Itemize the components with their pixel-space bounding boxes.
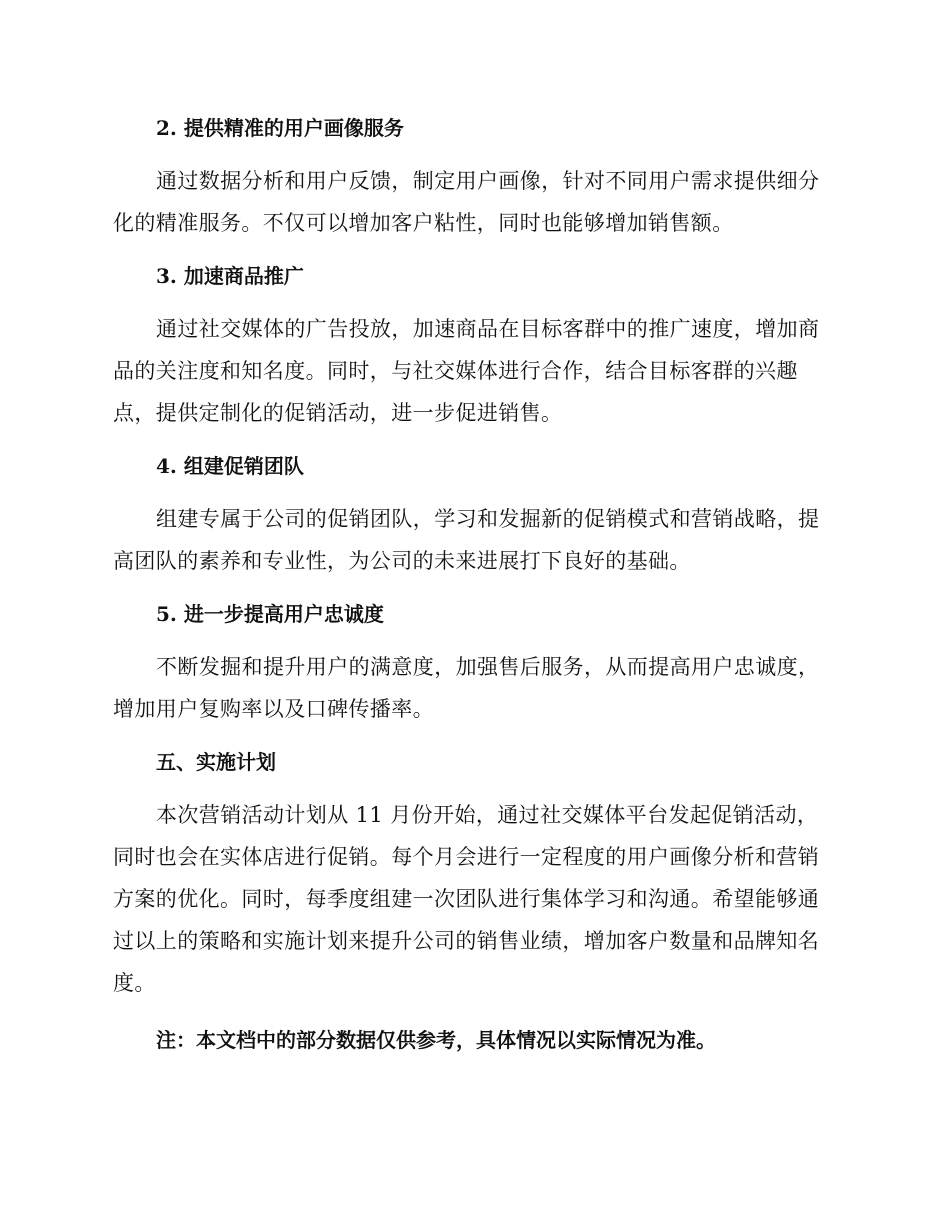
section-heading: 4. 组建促销团队 <box>156 454 304 478</box>
disclaimer-note: 注：本文档中的部分数据仅供参考，具体情况以实际情况为准。 <box>156 1028 716 1052</box>
section-paragraph: 本次营销活动计划从 11 月份开始，通过社交媒体平台发起促销活动，同时也会在实体店进行促销。每个月会进行一定程度的用户画像分析和营销方案的优化。同时，每季度组建一次团队进行集体学习和沟通。希望能够通过以上的策略和实施计划来提升公司的销售业绩，增加客户数量和品牌知名度。 <box>113 803 820 995</box>
section-user-loyalty <box>113 594 836 730</box>
section-implementation-plan <box>113 742 836 1004</box>
section-paragraph: 通过数据分析和用户反馈，制定用户画像，针对不同用户需求提供细分化的精准服务。不仅可以增加客户粘性，同时也能够增加销售额。 <box>113 169 820 235</box>
section-heading: 2. 提供精准的用户画像服务 <box>156 116 404 140</box>
section-promotion-team <box>113 446 836 582</box>
section-heading: 3. 加速商品推广 <box>156 264 304 288</box>
section-paragraph: 通过社交媒体的广告投放，加速商品在目标客群中的推广速度，增加商品的关注度和知名度。同时，与社交媒体进行合作，结合目标客群的兴趣点，提供定制化的促销活动，进一步促进销售。 <box>113 317 820 425</box>
section-user-profile <box>113 108 836 244</box>
section-paragraph: 不断发掘和提升用户的满意度，加强售后服务，从而提高用户忠诚度，增加用户复购率以及口碑传播率。 <box>113 655 820 721</box>
section-heading: 五、实施计划 <box>156 750 276 774</box>
section-product-promotion <box>113 256 836 434</box>
section-heading: 5. 进一步提高用户忠诚度 <box>156 602 384 626</box>
section-paragraph: 组建专属于公司的促销团队，学习和发掘新的促销模式和营销战略，提高团队的素养和专业性，为公司的未来进展打下良好的基础。 <box>113 507 820 573</box>
